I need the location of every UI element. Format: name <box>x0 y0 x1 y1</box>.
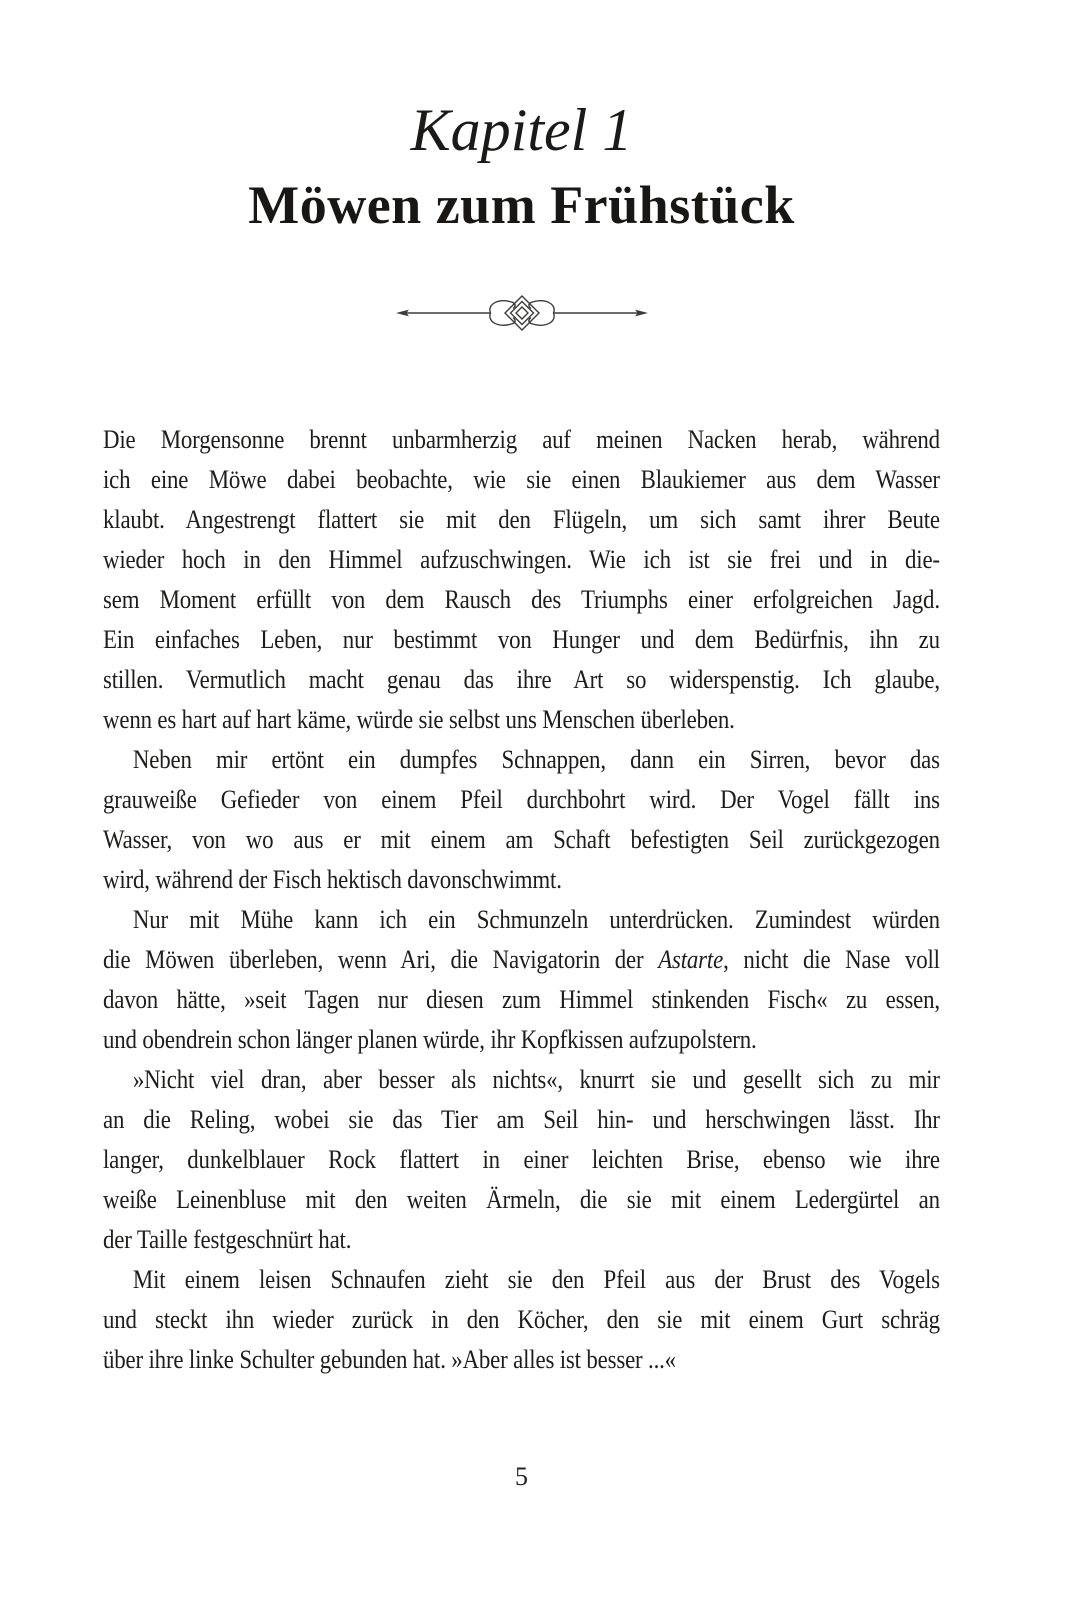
diamond-scroll-divider-icon <box>392 290 652 336</box>
chapter-kicker: Kapitel 1 <box>410 97 633 163</box>
chapter-divider <box>103 290 940 336</box>
text-line: davon hätte, »seit Tagen nur diesen zum Himmel stinkenden Fisch« zu essen, <box>103 985 940 1014</box>
ship-name-italic: Astarte <box>658 945 724 974</box>
text-line: weiße Leinenbluse mit den weiten Ärmeln, die sie mit einem Ledergürtel an <box>103 1185 940 1214</box>
text-line: sem Moment erfüllt von dem Rausch des Triumphs einer erfolgreichen Jagd. <box>103 585 940 614</box>
text-line: grauweiße Gefieder von einem Pfeil durchbohrt wird. Der Vogel fällt ins <box>103 785 940 814</box>
text-line: und steckt ihn wieder zurück in den Köcher, den sie mit einem Gurt schräg <box>103 1305 940 1334</box>
text-line <box>103 940 940 980</box>
paragraph <box>103 1060 940 1260</box>
text-line: Ein einfaches Leben, nur bestimmt von Hunger und dem Bedürfnis, ihn zu <box>103 625 940 654</box>
text-line: Nur mit Mühe kann ich ein Schmunzeln unterdrücken. Zumindest würden <box>132 905 940 934</box>
text-line: Neben mir ertönt ein dumpfes Schnappen, dann ein Sirren, bevor das <box>132 745 940 774</box>
page-number: 5 <box>515 1462 528 1491</box>
text-line: stillen. Vermutlich macht genau das ihre Art so widerspenstig. Ich glaube, <box>103 665 940 694</box>
text-line: langer, dunkelblauer Rock flattert in einer leichten Brise, ebenso wie ihre <box>103 1145 940 1174</box>
paragraph <box>103 1260 940 1380</box>
text-line: »Nicht viel dran, aber besser als nichts«, knurrt sie und gesellt sich zu mir <box>132 1065 940 1094</box>
text-column <box>103 0 940 1492</box>
text-segment: , nicht die Nase voll <box>723 945 940 974</box>
text-line: wieder hoch in den Himmel aufzuschwingen. Wie ich ist sie frei und in die- <box>103 545 940 574</box>
text-line: über ihre linke Schulter gebunden hat. »Aber alles ist besser ...« <box>103 1345 676 1374</box>
body-text <box>103 420 940 1380</box>
text-line: der Taille festgeschnürt hat. <box>103 1225 352 1254</box>
text-line: klaubt. Angestrengt flattert sie mit den Flügeln, um sich samt ihrer Beute <box>103 505 940 534</box>
text-line: an die Reling, wobei sie das Tier am Seil hin- und herschwingen lässt. Ihr <box>103 1105 940 1134</box>
paragraph <box>103 900 940 1060</box>
text-line: wird, während der Fisch hektisch davonschwimmt. <box>103 865 562 894</box>
text-line: Wasser, von wo aus er mit einem am Schaft befestigten Seil zurückgezogen <box>103 825 940 854</box>
text-line: und obendrein schon länger planen würde, ihr Kopfkissen aufzupolstern. <box>103 1025 757 1054</box>
paragraph <box>103 420 940 740</box>
text-line: wenn es hart auf hart käme, würde sie selbst uns Menschen überleben. <box>103 705 735 734</box>
text-line: ich eine Möwe dabei beobachte, wie sie einen Blaukiemer aus dem Wasser <box>103 465 940 494</box>
text-line: Mit einem leisen Schnaufen zieht sie den Pfeil aus der Brust des Vogels <box>132 1265 940 1294</box>
paragraph <box>103 740 940 900</box>
text-segment: die Möwen überleben, wenn Ari, die Navigatorin der <box>103 945 659 974</box>
text-line: Die Morgensonne brennt unbarmherzig auf meinen Nacken herab, während <box>103 425 940 454</box>
chapter-title: Möwen zum Frühstück <box>248 175 795 235</box>
